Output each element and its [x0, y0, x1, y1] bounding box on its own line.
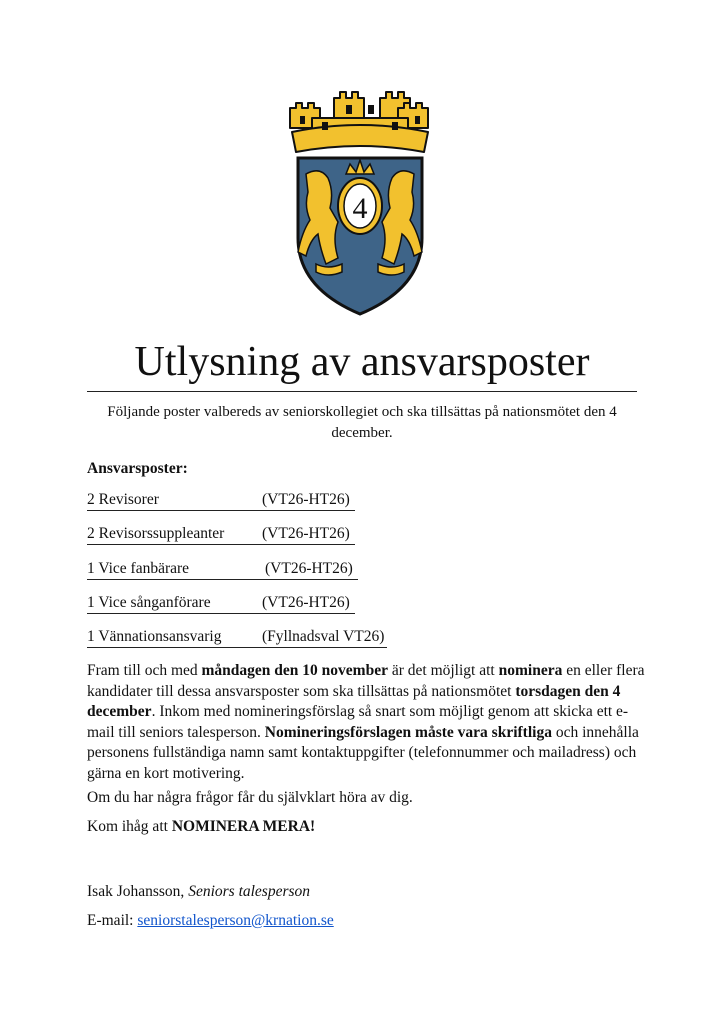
- title-divider: [87, 391, 637, 392]
- text-run: en eller flera kandidater till dessa ansvarsposter som ska tillsättas på nationsmötet: [87, 662, 645, 700]
- signer-name: Isak Johansson,: [87, 883, 185, 900]
- post-item-revisorssuppleanter: [87, 524, 355, 545]
- signature: [87, 882, 310, 902]
- text-run: och innehålla personens fullständiga namn samt kontaktuppgifter (telefonnummer och mailadress) och gärna en kort motivering.: [87, 723, 639, 782]
- post-name: 1 Vännationsansvarig: [87, 628, 222, 645]
- text-run: Kom ihåg att: [87, 818, 172, 835]
- email-line: [87, 911, 334, 931]
- emphasis-written: Nomineringsförslagen måste vara skriftliga: [264, 723, 552, 741]
- post-item-vice-fanbarare: [87, 559, 358, 580]
- email-link[interactable]: seniorstalesperson@krnation.se: [137, 912, 334, 929]
- emphasis-nominera: nominera: [498, 662, 563, 679]
- emphasis-nominera-mera: NOMINERA MERA!: [171, 818, 316, 835]
- text-run: . Inkom med nomineringsförslag så snart som möjligt genom att skicka ett e-mail till seniors talesperson.: [87, 703, 629, 741]
- intro-text: Följande poster valbereds av seniorskollegiet och ska tillsättas på nationsmötet den 4 december.: [107, 404, 617, 441]
- page-title: Utlysning av ansvarsposter: [134, 339, 590, 385]
- coat-of-arms-icon: [276, 88, 444, 320]
- post-name: 1 Vice fanbärare: [87, 560, 190, 577]
- reminder-paragraph: [87, 817, 647, 838]
- post-period: (VT26-HT26): [262, 525, 350, 542]
- svg-text:4: 4: [352, 192, 368, 225]
- deadline-date: måndagen den 10 november: [201, 662, 388, 679]
- post-period: (VT26-HT26): [262, 594, 350, 611]
- text-run: är det möjligt att: [387, 662, 499, 679]
- nomination-paragraph: [87, 661, 647, 784]
- post-period: (VT26-HT26): [262, 491, 350, 508]
- post-item-vice-sanganforare: [87, 593, 355, 614]
- section-heading: Ansvarsposter:: [87, 460, 188, 477]
- questions-paragraph: Om du har några frågor får du självklart höra av dig.: [87, 789, 413, 806]
- meeting-date: torsdagen den 4 december: [87, 682, 621, 720]
- post-name: 2 Revisorer: [87, 491, 159, 508]
- post-period: (Fyllnadsval VT26): [262, 628, 385, 645]
- text-run: Fram till och med: [87, 662, 202, 679]
- post-period: (VT26-HT26): [265, 560, 353, 577]
- post-item-revisorer: [87, 490, 355, 511]
- signer-role: Seniors talesperson: [188, 883, 311, 900]
- post-name: 1 Vice sånganförare: [87, 594, 211, 611]
- post-item-vannationsansvarig: [87, 627, 387, 648]
- post-name: 2 Revisorssuppleanter: [87, 525, 225, 542]
- email-label: E-mail:: [87, 912, 134, 929]
